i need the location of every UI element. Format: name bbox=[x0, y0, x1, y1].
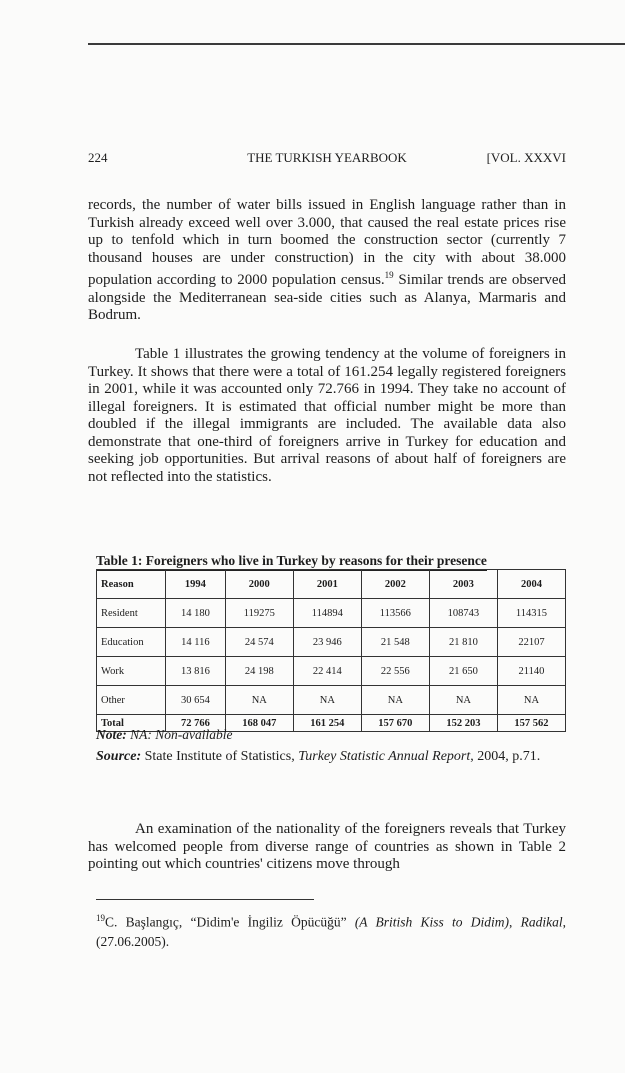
footnote-separator: , bbox=[509, 914, 521, 930]
table-cell: 30 654 bbox=[166, 686, 226, 715]
table-cell: 21 810 bbox=[429, 628, 497, 657]
table-cell: NA bbox=[361, 686, 429, 715]
table-cell: NA bbox=[497, 686, 565, 715]
table-cell: Resident bbox=[97, 599, 166, 628]
running-header bbox=[88, 150, 566, 166]
footnote-date: , (27.06.2005). bbox=[96, 914, 566, 949]
table-caption-text: Table 1: Foreigners who live in Turkey by reasons for their presence bbox=[96, 553, 487, 568]
source-title: Turkey Statistic Annual Report bbox=[298, 749, 471, 764]
note-text: NA: Non-available bbox=[126, 727, 233, 742]
table-cell: 152 203 bbox=[429, 715, 497, 732]
paragraph-1 bbox=[88, 197, 566, 325]
table-row bbox=[97, 657, 566, 686]
table-cell: NA bbox=[225, 686, 293, 715]
table-row bbox=[97, 599, 566, 628]
table-row bbox=[97, 628, 566, 657]
table-cell: 114894 bbox=[293, 599, 361, 628]
table-cell: NA bbox=[429, 686, 497, 715]
table-note bbox=[96, 727, 232, 743]
footnote-number: 19 bbox=[96, 913, 105, 923]
page-number: 224 bbox=[88, 150, 108, 165]
header-cell: Reason bbox=[97, 570, 166, 599]
table-cell: 157 670 bbox=[361, 715, 429, 732]
table-row bbox=[97, 686, 566, 715]
table-caption bbox=[96, 553, 487, 569]
table-cell: 14 180 bbox=[166, 599, 226, 628]
table-cell: 119275 bbox=[225, 599, 293, 628]
table-cell: Education bbox=[97, 628, 166, 657]
header-cell: 2001 bbox=[293, 570, 361, 599]
table-cell: 22 414 bbox=[293, 657, 361, 686]
table-cell: 108743 bbox=[429, 599, 497, 628]
footnote-translation: (A British Kiss to Didim) bbox=[354, 914, 510, 930]
header-cell: 2004 bbox=[497, 570, 565, 599]
table-cell: 168 047 bbox=[225, 715, 293, 732]
table-cell: 161 254 bbox=[293, 715, 361, 732]
header-cell: 2003 bbox=[429, 570, 497, 599]
volume-label: [VOL. XXXVI bbox=[486, 150, 566, 165]
paragraph-3: An examination of the nationality of the foreigners reveals that Turkey has welcomed people from diverse range of countries as shown in Table 2 pointing out which countries' citizens move through bbox=[88, 821, 566, 872]
footnote-publication: Radikal bbox=[520, 914, 563, 930]
paragraph-2: Table 1 illustrates the growing tendency at the volume of foreigners in Turkey. It shows that there were a total of 161.254 legally registered foreigners in 2001, while it was accounted only 72.766 in 1994. They take no account of illegal foreigners. It is estimated that official number might be more than doubled if the illegal immigrants are included. The available data also demonstrate that one-third of foreigners arrive in Turkey for education and seeking job opportunities. But arrival reasons of about half of foreigners are not reflected into the statistics. bbox=[88, 346, 566, 485]
top-rule bbox=[88, 43, 625, 45]
table-cell: Work bbox=[97, 657, 166, 686]
table-header-row bbox=[97, 570, 566, 599]
paragraph-1-text: records, the number of water bills issued in English language rather than in Turkish already exceed well over 3.000, that caused the real estate prices rise up to tenfold which in turn boomed the construction sector (currently 7 thousand houses are under construction) in the city with about 38.000 population according to 2000 population census. bbox=[88, 197, 566, 288]
table-cell: 14 116 bbox=[166, 628, 226, 657]
table-cell: 22107 bbox=[497, 628, 565, 657]
note-label: Note: bbox=[96, 727, 127, 742]
running-title: THE TURKISH YEARBOOK bbox=[247, 150, 407, 165]
source-text-after: , 2004, p.71. bbox=[470, 749, 541, 764]
source-text-before: State Institute of Statistics, bbox=[141, 749, 299, 764]
table-cell: 22 556 bbox=[361, 657, 429, 686]
paragraph-1-tail: Similar trends are observed alongside the Mediterranean sea-side cities such as Alanya, Marmaris and Bodrum. bbox=[88, 272, 566, 323]
footnote-author: C. Başlangıç, “Didim'e İngiliz Öpücüğü” bbox=[105, 914, 355, 930]
header-cell: 2000 bbox=[225, 570, 293, 599]
table-cell: 21 650 bbox=[429, 657, 497, 686]
footnote-19 bbox=[96, 909, 566, 951]
footnote-rule bbox=[96, 899, 314, 900]
table-cell: 24 574 bbox=[225, 628, 293, 657]
source-label: Source: bbox=[96, 749, 142, 764]
table-cell: 21 548 bbox=[361, 628, 429, 657]
header-cell: 1994 bbox=[166, 570, 226, 599]
table-cell: 13 816 bbox=[166, 657, 226, 686]
table-cell: Other bbox=[97, 686, 166, 715]
header-cell: 2002 bbox=[361, 570, 429, 599]
table-cell: Total bbox=[97, 715, 166, 732]
table-cell: 113566 bbox=[361, 599, 429, 628]
table-cell: NA bbox=[293, 686, 361, 715]
table-cell: 23 946 bbox=[293, 628, 361, 657]
footnote-ref-19[interactable]: 19 bbox=[384, 270, 394, 280]
foreigners-table bbox=[96, 569, 566, 732]
table-cell: 24 198 bbox=[225, 657, 293, 686]
table-cell: 72 766 bbox=[166, 715, 226, 732]
table-source bbox=[96, 747, 566, 767]
table-cell: 114315 bbox=[497, 599, 565, 628]
table-cell: 157 562 bbox=[497, 715, 565, 732]
table-cell: 21140 bbox=[497, 657, 565, 686]
